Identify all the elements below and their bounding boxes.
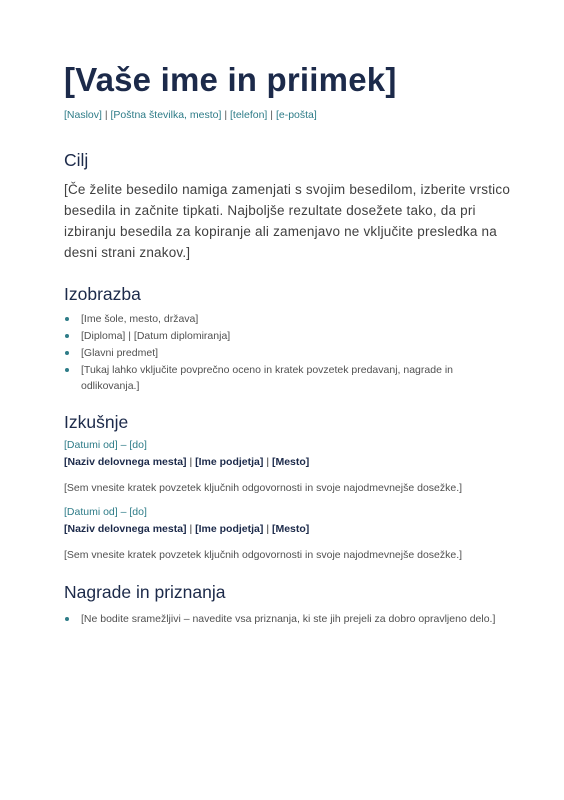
bullet-icon — [65, 368, 69, 372]
separator: | — [189, 523, 193, 535]
separator: | — [224, 109, 228, 121]
email-field[interactable]: [e-pošta] — [275, 109, 317, 121]
education-heading: Izobrazba — [64, 284, 141, 304]
separator: | — [266, 456, 270, 468]
job-location[interactable]: [Mesto] — [271, 523, 310, 535]
job-title[interactable]: [Naziv delovnega mesta] — [64, 523, 187, 535]
bullet-icon — [65, 334, 69, 338]
job-header — [64, 522, 512, 537]
objective-text[interactable]: [Če želite besedilo namiga zamenjati s svojim besedilom, izberite vrstico besedila in začnite tipkati. Najboljše rezultate dosežete tako, da pri izbiranju besedila za kopiranje ali zamenjavo ne vključite presledka na desni strani znakov.] — [64, 182, 511, 260]
phone-field[interactable]: [telefon] — [229, 109, 268, 121]
bullet-icon — [65, 617, 69, 621]
company-name[interactable]: [Ime podjetja] — [195, 523, 264, 535]
job-entry — [64, 505, 512, 563]
job-header — [64, 455, 512, 470]
awards-heading: Nagrade in priznanja — [64, 582, 226, 602]
job-dates[interactable]: [Datumi od] – [do] — [64, 439, 147, 451]
experience-heading: Izkušnje — [64, 412, 129, 432]
job-entry — [64, 438, 512, 496]
separator: | — [104, 109, 108, 121]
separator: | — [266, 523, 270, 535]
separator: | — [270, 109, 274, 121]
experience-section — [64, 411, 512, 563]
address-field[interactable]: [Naslov] — [64, 109, 102, 121]
job-location[interactable]: [Mesto] — [271, 456, 310, 468]
job-title[interactable]: [Naziv delovnega mesta] — [64, 456, 187, 468]
list-item-text: [Tukaj lahko vključite povprečno oceno in kratek povzetek predavanj, nagrade in odlikovanja.] — [81, 364, 453, 392]
list-item-text: [Glavni predmet] — [81, 347, 159, 359]
list-item[interactable] — [64, 345, 512, 361]
education-list — [64, 311, 512, 394]
education-section — [64, 283, 512, 394]
list-item-text: [Ime šole, mesto, država] — [81, 313, 199, 325]
list-item[interactable] — [64, 362, 512, 394]
job-description[interactable]: [Sem vnesite kratek povzetek ključnih odgovornosti in svoje najodmevnejše dosežke.] — [64, 549, 463, 561]
bullet-icon — [65, 351, 69, 355]
list-item-text: [Diploma] | [Datum diplomiranja] — [81, 330, 231, 342]
list-item[interactable] — [64, 311, 512, 327]
separator: | — [189, 456, 193, 468]
list-item[interactable] — [64, 328, 512, 344]
job-description[interactable]: [Sem vnesite kratek povzetek ključnih odgovornosti in svoje najodmevnejše dosežke.] — [64, 482, 463, 494]
page-title[interactable]: [Vaše ime in priimek] — [64, 61, 397, 98]
awards-list — [64, 611, 512, 627]
contact-line — [64, 108, 512, 122]
job-dates[interactable]: [Datumi od] – [do] — [64, 506, 147, 518]
objective-heading: Cilj — [64, 150, 89, 170]
objective-section — [64, 149, 512, 263]
awards-section — [64, 581, 512, 627]
company-name[interactable]: [Ime podjetja] — [195, 456, 264, 468]
list-item-text: [Ne bodite sramežljivi – navedite vsa priznanja, ki ste jih prejeli za dobro opravljeno delo.] — [81, 613, 496, 625]
postal-field[interactable]: [Poštna številka, mesto] — [110, 109, 222, 121]
list-item[interactable] — [64, 611, 512, 627]
bullet-icon — [65, 317, 69, 321]
